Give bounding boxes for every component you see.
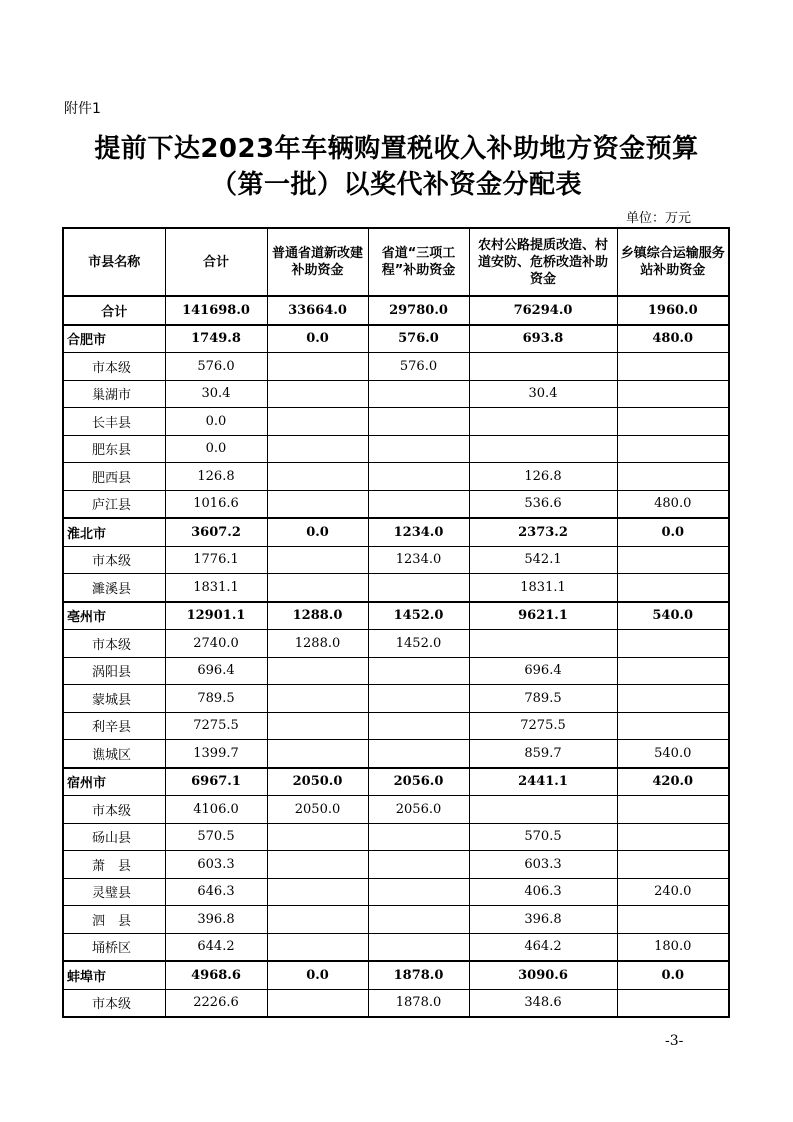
- attachment-label: 附件1: [64, 101, 101, 117]
- cell-transport-station: [617, 989, 729, 1017]
- cell-total: 1831.1: [165, 574, 267, 602]
- cell-transport-station: [617, 463, 729, 491]
- cell-rural-road: 2373.2: [469, 518, 617, 546]
- cell-total: 126.8: [165, 463, 267, 491]
- cell-rural-road: 603.3: [469, 851, 617, 879]
- cell-total: 30.4: [165, 380, 267, 408]
- cell-three-projects: 1452.0: [368, 602, 469, 630]
- cell-total: 0.0: [165, 435, 267, 463]
- table-row: [63, 906, 729, 934]
- header-total: 合计: [165, 228, 267, 296]
- cell-transport-station: 540.0: [617, 740, 729, 768]
- cell-three-projects: [368, 490, 469, 518]
- table-row: [63, 685, 729, 713]
- cell-total: 603.3: [165, 851, 267, 879]
- header-transport-station: 乡镇综合运输服务站补助资金: [617, 228, 729, 296]
- cell-region-name: 蒙城县: [63, 685, 165, 713]
- table-row: [63, 989, 729, 1017]
- cell-total: 7275.5: [165, 712, 267, 740]
- cell-three-projects: [368, 685, 469, 713]
- cell-provincial-road: 1288.0: [267, 602, 368, 630]
- city-row: [63, 961, 729, 989]
- cell-three-projects: [368, 933, 469, 961]
- cell-provincial-road: [267, 906, 368, 934]
- cell-rural-road: 7275.5: [469, 712, 617, 740]
- cell-rural-road: 693.8: [469, 325, 617, 353]
- unit-label: 单位：万元: [625, 211, 691, 226]
- cell-rural-road: [469, 796, 617, 824]
- cell-transport-station: [617, 408, 729, 436]
- cell-rural-road: 789.5: [469, 685, 617, 713]
- cell-transport-station: [617, 435, 729, 463]
- cell-three-projects: 1878.0: [368, 961, 469, 989]
- cell-three-projects: 1234.0: [368, 546, 469, 574]
- cell-region-name: 萧 县: [63, 851, 165, 879]
- table-body: [63, 296, 729, 1017]
- cell-rural-road: 859.7: [469, 740, 617, 768]
- table-row: [63, 740, 729, 768]
- table-row: [63, 657, 729, 685]
- total-row: [63, 296, 729, 325]
- cell-provincial-road: [267, 380, 368, 408]
- city-row: [63, 768, 729, 796]
- cell-provincial-road: [267, 408, 368, 436]
- cell-rural-road: 464.2: [469, 933, 617, 961]
- cell-three-projects: 1452.0: [368, 630, 469, 658]
- cell-three-projects: [368, 878, 469, 906]
- allocation-table: [62, 227, 730, 1018]
- table-row: [63, 823, 729, 851]
- cell-rural-road: [469, 408, 617, 436]
- cell-region-name: 长丰县: [63, 408, 165, 436]
- cell-rural-road: 30.4: [469, 380, 617, 408]
- cell-three-projects: 2056.0: [368, 796, 469, 824]
- cell-region-name: 泗 县: [63, 906, 165, 934]
- cell-provincial-road: [267, 463, 368, 491]
- table-row: [63, 408, 729, 436]
- cell-region-name: 合肥市: [63, 325, 165, 353]
- cell-transport-station: [617, 851, 729, 879]
- cell-three-projects: [368, 408, 469, 436]
- cell-transport-station: [617, 796, 729, 824]
- cell-total: 4106.0: [165, 796, 267, 824]
- city-row: [63, 325, 729, 353]
- cell-region-name: 市本级: [63, 630, 165, 658]
- cell-three-projects: [368, 740, 469, 768]
- cell-region-name: 淮北市: [63, 518, 165, 546]
- cell-transport-station: [617, 657, 729, 685]
- table-row: [63, 630, 729, 658]
- header-region: 市县名称: [63, 228, 165, 296]
- table-row: [63, 490, 729, 518]
- cell-total: 1399.7: [165, 740, 267, 768]
- cell-three-projects: 1234.0: [368, 518, 469, 546]
- cell-region-name: 市本级: [63, 796, 165, 824]
- cell-region-name: 谯城区: [63, 740, 165, 768]
- cell-transport-station: 1960.0: [617, 296, 729, 325]
- cell-region-name: 庐江县: [63, 490, 165, 518]
- cell-provincial-road: [267, 435, 368, 463]
- cell-provincial-road: [267, 574, 368, 602]
- cell-total: 3607.2: [165, 518, 267, 546]
- cell-transport-station: [617, 353, 729, 381]
- header-three-projects: 省道“三项工程”补助资金: [368, 228, 469, 296]
- cell-provincial-road: 0.0: [267, 518, 368, 546]
- table-row: [63, 574, 729, 602]
- cell-transport-station: 420.0: [617, 768, 729, 796]
- cell-region-name: 亳州市: [63, 602, 165, 630]
- cell-region-name: 涡阳县: [63, 657, 165, 685]
- cell-total: 789.5: [165, 685, 267, 713]
- cell-rural-road: 536.6: [469, 490, 617, 518]
- cell-transport-station: 540.0: [617, 602, 729, 630]
- cell-total: 4968.6: [165, 961, 267, 989]
- cell-provincial-road: [267, 933, 368, 961]
- cell-total: 576.0: [165, 353, 267, 381]
- cell-transport-station: [617, 546, 729, 574]
- cell-rural-road: [469, 630, 617, 658]
- city-row: [63, 518, 729, 546]
- cell-total: 1776.1: [165, 546, 267, 574]
- cell-rural-road: 2441.1: [469, 768, 617, 796]
- cell-three-projects: 29780.0: [368, 296, 469, 325]
- cell-total: 1016.6: [165, 490, 267, 518]
- cell-three-projects: [368, 851, 469, 879]
- cell-region-name: 蚌埠市: [63, 961, 165, 989]
- cell-transport-station: [617, 906, 729, 934]
- cell-transport-station: [617, 574, 729, 602]
- cell-rural-road: 406.3: [469, 878, 617, 906]
- table-row: [63, 933, 729, 961]
- cell-three-projects: [368, 823, 469, 851]
- cell-rural-road: 9621.1: [469, 602, 617, 630]
- cell-region-name: 濉溪县: [63, 574, 165, 602]
- cell-total: 1749.8: [165, 325, 267, 353]
- cell-rural-road: [469, 435, 617, 463]
- cell-transport-station: 480.0: [617, 325, 729, 353]
- header-provincial-road: 普通省道新改建补助资金: [267, 228, 368, 296]
- page-number: -3-: [665, 1033, 684, 1049]
- cell-rural-road: 696.4: [469, 657, 617, 685]
- document-title-line2: （第一批）以奖代补资金分配表: [210, 170, 582, 200]
- cell-rural-road: 1831.1: [469, 574, 617, 602]
- cell-provincial-road: [267, 823, 368, 851]
- table-row: [63, 712, 729, 740]
- cell-region-name: 灵璧县: [63, 878, 165, 906]
- cell-total: 12901.1: [165, 602, 267, 630]
- table-header-row: [63, 228, 729, 296]
- cell-three-projects: [368, 574, 469, 602]
- cell-transport-station: 180.0: [617, 933, 729, 961]
- cell-provincial-road: 0.0: [267, 961, 368, 989]
- cell-transport-station: 240.0: [617, 878, 729, 906]
- cell-transport-station: [617, 685, 729, 713]
- cell-total: 644.2: [165, 933, 267, 961]
- cell-total: 396.8: [165, 906, 267, 934]
- cell-region-name: 宿州市: [63, 768, 165, 796]
- cell-region-name: 肥东县: [63, 435, 165, 463]
- cell-rural-road: 570.5: [469, 823, 617, 851]
- table-row: [63, 380, 729, 408]
- cell-provincial-road: [267, 685, 368, 713]
- cell-provincial-road: [267, 353, 368, 381]
- cell-region-name: 巢湖市: [63, 380, 165, 408]
- cell-provincial-road: [267, 712, 368, 740]
- cell-total: 2740.0: [165, 630, 267, 658]
- cell-rural-road: 3090.6: [469, 961, 617, 989]
- table-row: [63, 796, 729, 824]
- cell-rural-road: 348.6: [469, 989, 617, 1017]
- cell-transport-station: [617, 630, 729, 658]
- table-row: [63, 435, 729, 463]
- cell-transport-station: 480.0: [617, 490, 729, 518]
- cell-provincial-road: 33664.0: [267, 296, 368, 325]
- cell-total: 696.4: [165, 657, 267, 685]
- cell-transport-station: [617, 823, 729, 851]
- cell-three-projects: [368, 380, 469, 408]
- cell-three-projects: 1878.0: [368, 989, 469, 1017]
- cell-region-name: 市本级: [63, 989, 165, 1017]
- cell-provincial-road: [267, 490, 368, 518]
- cell-total: 2226.6: [165, 989, 267, 1017]
- cell-transport-station: [617, 712, 729, 740]
- cell-provincial-road: [267, 989, 368, 1017]
- cell-three-projects: [368, 435, 469, 463]
- cell-provincial-road: 2050.0: [267, 796, 368, 824]
- cell-region-name: 利辛县: [63, 712, 165, 740]
- header-rural-road: 农村公路提质改造、村道安防、危桥改造补助资金: [469, 228, 617, 296]
- document-title-line1: 提前下达2023年车辆购置税收入补助地方资金预算: [94, 134, 699, 164]
- cell-three-projects: [368, 463, 469, 491]
- cell-transport-station: 0.0: [617, 961, 729, 989]
- cell-three-projects: [368, 712, 469, 740]
- cell-total: 6967.1: [165, 768, 267, 796]
- cell-provincial-road: [267, 851, 368, 879]
- cell-provincial-road: [267, 546, 368, 574]
- cell-total: 141698.0: [165, 296, 267, 325]
- cell-rural-road: 542.1: [469, 546, 617, 574]
- cell-region-name: 市本级: [63, 546, 165, 574]
- city-row: [63, 602, 729, 630]
- cell-transport-station: 0.0: [617, 518, 729, 546]
- cell-rural-road: 396.8: [469, 906, 617, 934]
- cell-rural-road: 76294.0: [469, 296, 617, 325]
- cell-region-name: 砀山县: [63, 823, 165, 851]
- cell-region-name: 合计: [63, 296, 165, 325]
- cell-region-name: 埇桥区: [63, 933, 165, 961]
- cell-rural-road: [469, 353, 617, 381]
- table-row: [63, 851, 729, 879]
- table-row: [63, 353, 729, 381]
- cell-total: 0.0: [165, 408, 267, 436]
- cell-three-projects: [368, 657, 469, 685]
- cell-total: 570.5: [165, 823, 267, 851]
- cell-three-projects: 576.0: [368, 325, 469, 353]
- cell-provincial-road: 0.0: [267, 325, 368, 353]
- cell-rural-road: 126.8: [469, 463, 617, 491]
- cell-provincial-road: [267, 878, 368, 906]
- cell-provincial-road: [267, 657, 368, 685]
- table-row: [63, 463, 729, 491]
- cell-provincial-road: [267, 740, 368, 768]
- cell-three-projects: 2056.0: [368, 768, 469, 796]
- cell-total: 646.3: [165, 878, 267, 906]
- cell-three-projects: [368, 906, 469, 934]
- cell-region-name: 市本级: [63, 353, 165, 381]
- cell-provincial-road: 2050.0: [267, 768, 368, 796]
- table-row: [63, 546, 729, 574]
- table-row: [63, 878, 729, 906]
- cell-provincial-road: 1288.0: [267, 630, 368, 658]
- cell-transport-station: [617, 380, 729, 408]
- cell-three-projects: 576.0: [368, 353, 469, 381]
- cell-region-name: 肥西县: [63, 463, 165, 491]
